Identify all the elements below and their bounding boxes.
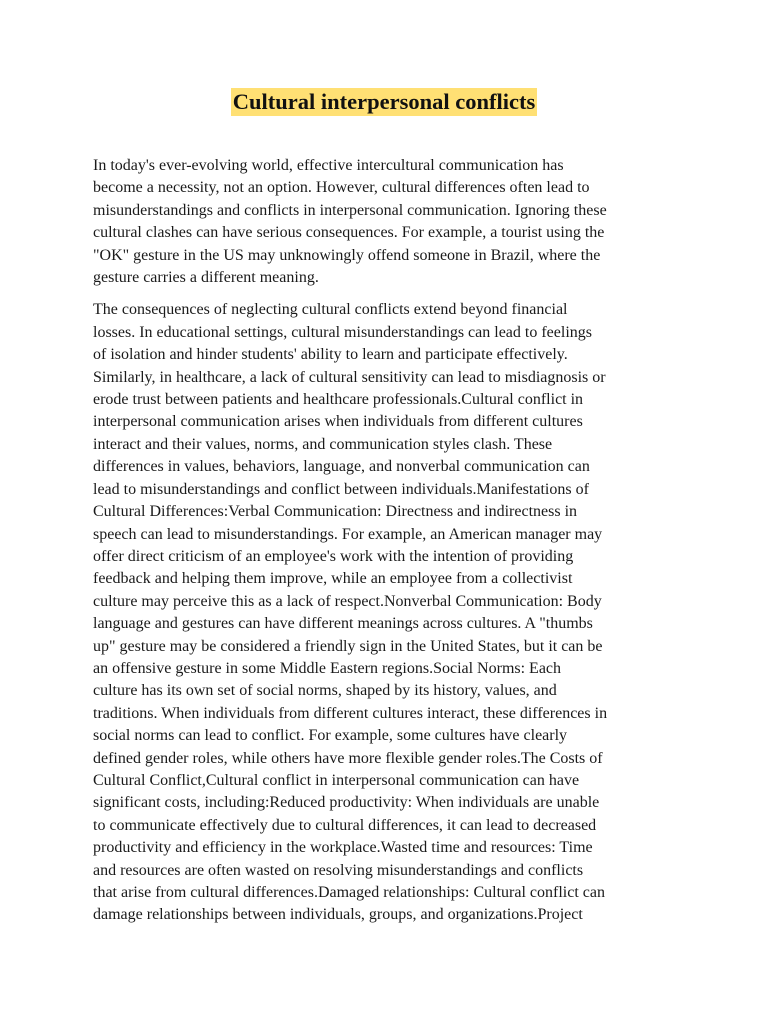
document-title: Cultural interpersonal conflicts [232,89,536,114]
text-line: losses. In educational settings, cultural misunderstandings can lead to feelings [93,323,592,341]
text-line: damage relationships between individuals, groups, and organizations.Project [93,906,583,924]
text-line: differences in values, behaviors, language, and nonverbal communication can [93,458,590,476]
document-body [93,155,683,927]
text-line: culture may perceive this as a lack of respect.Nonverbal Communication: Body [93,592,602,610]
text-line: interpersonal communication arises when individuals from different cultures [93,413,583,431]
paragraph-1 [93,155,683,289]
text-line: gesture carries a different meaning. [93,269,319,287]
text-line: feedback and helping them improve, while an employee from a collectivist [93,570,573,588]
text-line: culture has its own set of social norms, shaped by its history, values, and [93,682,557,700]
text-line: interact and their values, norms, and communication styles clash. These [93,435,553,453]
text-line: speech can lead to misunderstandings. For example, an American manager may [93,525,603,543]
text-line: "OK" gesture in the US may unknowingly offend someone in Brazil, where the [93,246,601,264]
text-line: social norms can lead to conflict. For example, some cultures have clearly [93,727,568,745]
text-line: misunderstandings and conflicts in interpersonal communication. Ignoring these [93,201,607,219]
text-line: defined gender roles, while others have more flexible gender roles.The Costs of [93,749,603,767]
text-line: offer direct criticism of an employee's work with the intention of providing [93,547,574,565]
text-line: significant costs, including:Reduced productivity: When individuals are unable [93,794,600,812]
text-line: erode trust between patients and healthcare professionals.Cultural conflict in [93,391,584,409]
text-line: that arise from cultural differences.Damaged relationships: Cultural conflict can [93,884,605,901]
text-line: Cultural Differences:Verbal Communication: Directness and indirectness in [93,503,578,521]
text-line: productivity and efficiency in the workplace.Wasted time and resources: Time [93,839,593,857]
text-line: to communicate effectively due to cultural differences, it can lead to decreased [93,816,597,834]
paragraph-2 [93,299,683,926]
text-line: In today's ever-evolving world, effective intercultural communication has [93,157,564,174]
text-line: lead to misunderstandings and conflict between individuals.Manifestations of [93,480,589,498]
text-line: of isolation and hinder students' ability to learn and participate effectively. [93,346,568,364]
text-line: language and gestures can have different meanings across cultures. A "thumbs [93,615,593,633]
text-line: Cultural Conflict,Cultural conflict in interpersonal communication can have [93,771,580,789]
text-line: The consequences of neglecting cultural conflicts extend beyond financial [93,301,568,319]
text-line: become a necessity, not an option. However, cultural differences often lead to [93,179,590,197]
text-line: traditions. When individuals from different cultures interact, these differences in [93,704,608,722]
text-line: up" gesture may be considered a friendly sign in the United States, but it can be [93,637,603,655]
text-line: cultural clashes can have serious consequences. For example, a tourist using the [93,224,605,242]
text-line: and resources are often wasted on resolving misunderstandings and conflicts [93,861,584,879]
title-container [0,88,768,116]
text-line: an offensive gesture in some Middle Eastern regions.Social Norms: Each [93,659,562,677]
text-line: Similarly, in healthcare, a lack of cultural sensitivity can lead to misdiagnosis or [93,368,606,386]
